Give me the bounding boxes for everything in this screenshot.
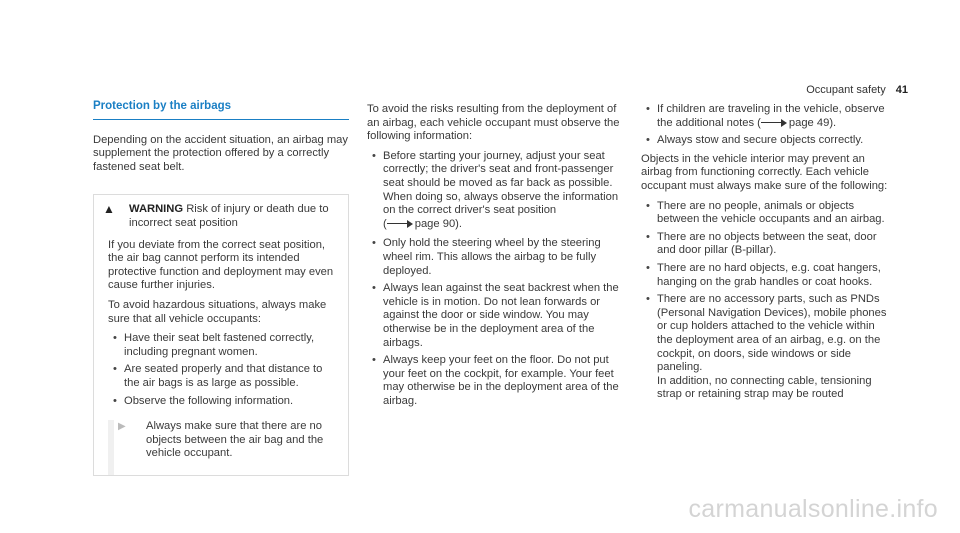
- list-item-text: There are no accessory parts, such as PNDs (Personal Navigation Devices), mobile phones or cup holders attached to the vehicle within the deployment area of an airbag, e.g. on the cockpit, on doors, side windows or side paneling.: [657, 293, 887, 374]
- objects-list: [641, 200, 891, 402]
- column-middle: [367, 103, 625, 413]
- page-number: 41: [895, 84, 908, 96]
- page-reference-text: page 49).: [788, 116, 837, 129]
- arrow-right-icon: [387, 220, 413, 228]
- page-reference-text: page 90).: [414, 217, 463, 230]
- list-item: • There are no hard objects, e.g. coat hangers, hanging on the grab handles or coat hooks.: [641, 262, 891, 289]
- list-item-text: If children are traveling in the vehicle, observe the additional notes: [657, 103, 885, 129]
- section-heading: Protection by the airbags: [93, 100, 349, 120]
- list-item: [367, 150, 625, 232]
- info-list: [367, 150, 625, 409]
- warning-paragraph: To avoid hazardous situations, always make sure that all vehicle occupants:: [108, 298, 327, 325]
- warning-header: [94, 195, 348, 230]
- column-left: [93, 100, 349, 476]
- warning-box: [93, 194, 349, 476]
- list-item: • There are no people, animals or objects between the vehicle occupants and an airbag.: [641, 200, 891, 227]
- note-text: Always make sure that there are no objects between the air bag and the vehicle occupant.: [146, 420, 324, 460]
- intro-paragraph: To avoid the risks resulting from the deployment of an airbag, each vehicle occupant must observe the following information:: [367, 103, 620, 143]
- warning-triangle-icon: ▲: [103, 202, 115, 217]
- list-item: • Have their seat belt fastened correctly, including pregnant women.: [108, 332, 340, 359]
- list-item: • Always keep your feet on the floor. Do not put your feet on the cockpit, for example. Your feet may otherwise be in the deployment area of the airbag.: [367, 354, 625, 408]
- warning-body: [94, 231, 348, 409]
- list-item: • There are no objects between the seat, door and door pillar (B-pillar).: [641, 231, 891, 258]
- warning-title-text: Risk of injury or death due to incorrect seat position: [129, 203, 329, 229]
- arrow-right-icon: [761, 119, 787, 127]
- page-reference[interactable]: ( page 90).: [383, 217, 463, 230]
- warning-title: [117, 203, 340, 230]
- list-item: [641, 103, 891, 130]
- play-arrow-icon: ▶: [118, 421, 126, 433]
- list-item-text: Before starting your journey, adjust your seat correctly; the driver's seat and front-passenger seat should be moved as far back as possible.: [383, 149, 614, 189]
- subparagraph-text: When doing so, always observe the information on the correct driver's seat position: [383, 190, 619, 217]
- list-item: [641, 293, 891, 402]
- list-item: • Always stow and secure objects correctly.: [641, 134, 891, 148]
- section-title: Occupant safety: [806, 84, 886, 96]
- warning-list: [108, 332, 340, 408]
- list-item: • Observe the following information.: [108, 395, 340, 409]
- column-right: [641, 103, 891, 408]
- warning-label: WARNING: [129, 203, 184, 216]
- body-paragraph: Objects in the vehicle interior may prevent an airbag from functioning correctly. Each vehicle occupant must always make sure of the following:: [641, 152, 888, 192]
- list-subparagraph: In addition, no connecting cable, tensioning strap or retaining strap may be routed: [657, 374, 872, 401]
- warning-paragraph: If you deviate from the correct seat position, the air bag cannot perform its intended protective function and deployment may even cause further injuries.: [108, 238, 334, 292]
- page-header: [806, 84, 908, 96]
- list-item: • Are seated properly and that distance to the air bags is as large as possible.: [108, 363, 340, 390]
- info-list: [641, 103, 891, 148]
- list-item: • Only hold the steering wheel by the steering wheel rim. This allows the airbag to be fully deployed.: [367, 237, 625, 278]
- list-subparagraph: [383, 191, 625, 232]
- watermark: carmanualsonline.info: [688, 495, 938, 523]
- list-item: • Always lean against the seat backrest when the vehicle is in motion. Do not lean forwards or against the door or side window. You may otherwise be in the deployment area of the airbags.: [367, 282, 625, 350]
- page-reference[interactable]: ( page 49).: [757, 116, 837, 129]
- warning-note: [108, 420, 340, 475]
- intro-paragraph: Depending on the accident situation, an airbag may supplement the protection offered by a correctly fastened seat belt.: [93, 133, 348, 173]
